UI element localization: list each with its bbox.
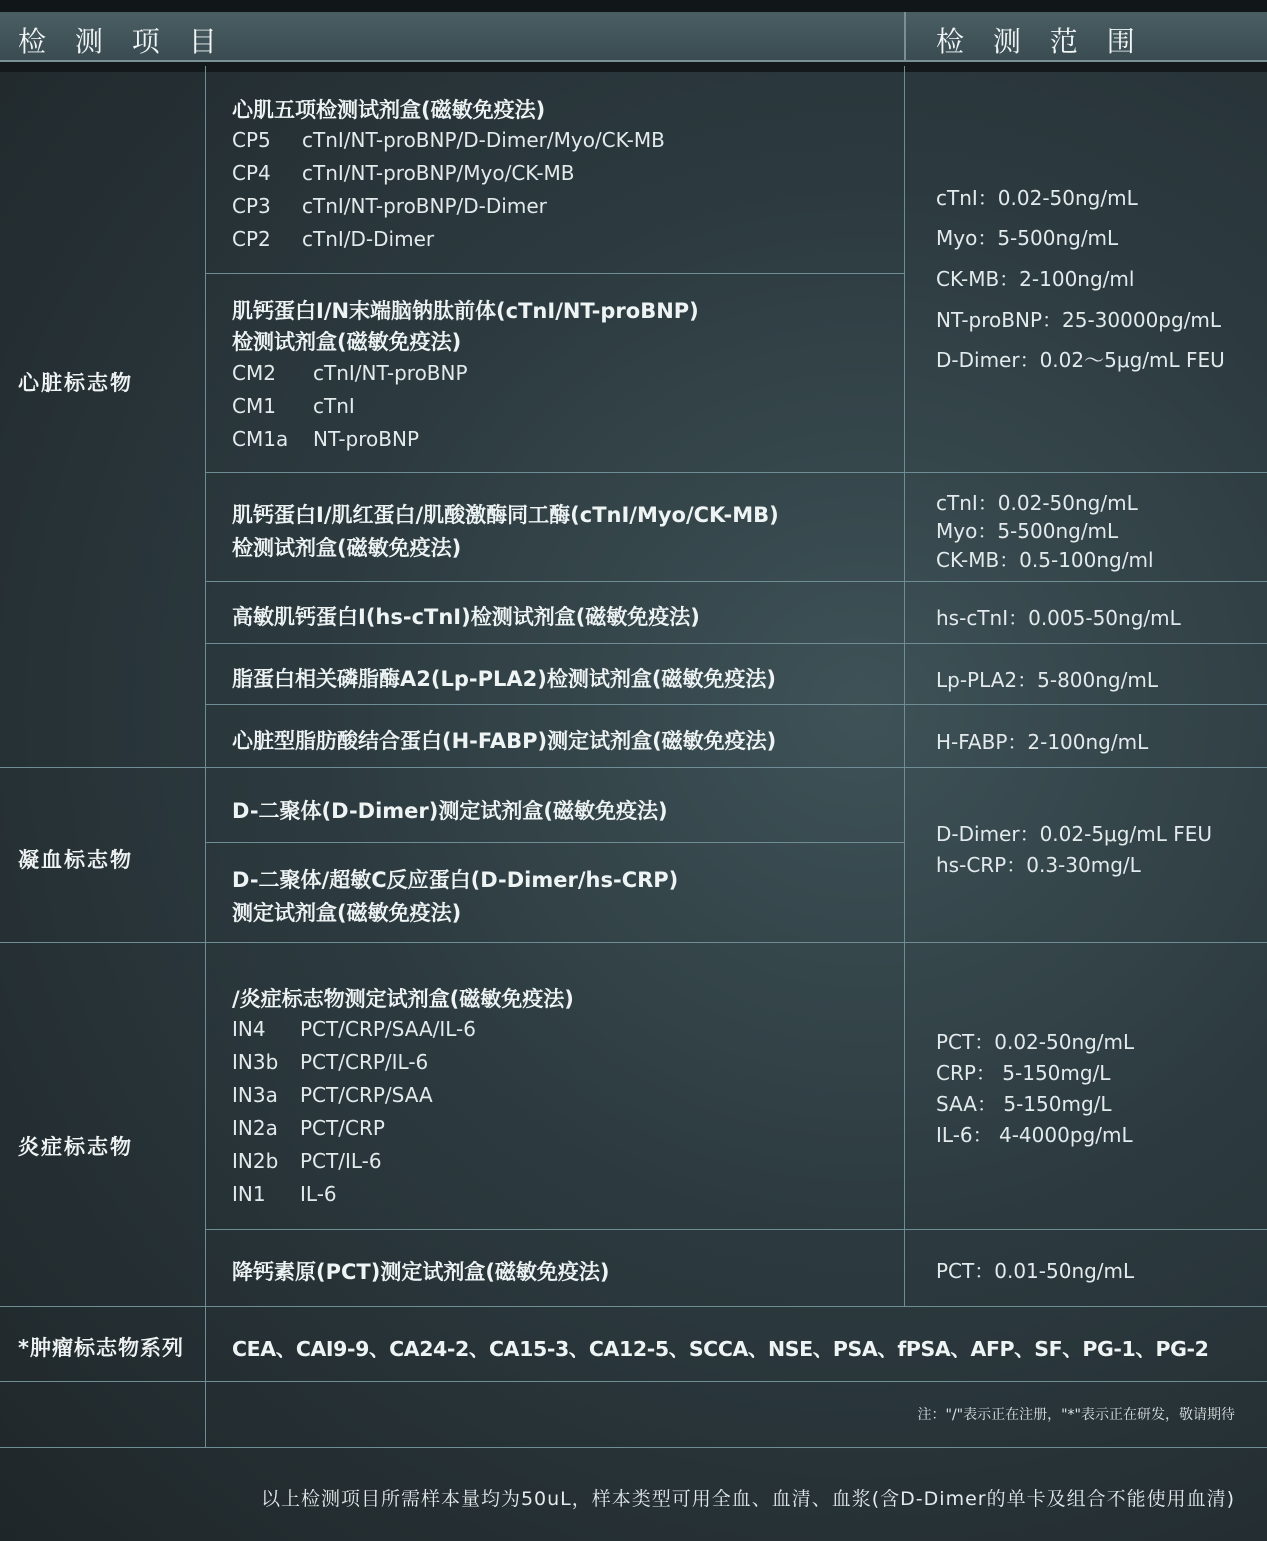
dd-crp-kit-title: D-二聚体/超敏C反应蛋白(D-Dimer/hs-CRP) bbox=[232, 868, 679, 892]
item-code: IN2b bbox=[232, 1149, 279, 1173]
item-markers: NT-proBNP bbox=[313, 427, 420, 451]
item-markers: cTnI/NT-proBNP/D-Dimer/Myo/CK-MB bbox=[302, 128, 665, 152]
range-column-header: 检 测 范 围 bbox=[936, 25, 1145, 58]
item-markers: PCT/CRP/SAA/IL-6 bbox=[300, 1017, 476, 1041]
inflam-item bbox=[232, 1182, 337, 1206]
item-markers: cTnI/NT-proBNP/Myo/CK-MB bbox=[302, 161, 575, 185]
item-markers: PCT/CRP bbox=[300, 1116, 385, 1140]
item-code: CP3 bbox=[232, 194, 271, 218]
inflam-item bbox=[232, 1083, 433, 1107]
range-line: Myo：5-500ng/mL bbox=[936, 226, 1119, 250]
range-line: H-FABP：2-100ng/mL bbox=[936, 730, 1149, 754]
item-markers: cTnI/NT-proBNP bbox=[313, 361, 468, 385]
item-markers: PCT/IL-6 bbox=[300, 1149, 382, 1173]
section-divider bbox=[0, 942, 1267, 943]
row-divider bbox=[205, 842, 905, 843]
item-code: CM1a bbox=[232, 427, 289, 451]
range-line: D-Dimer：0.02～5μg/mL FEU bbox=[936, 348, 1225, 372]
top-bar bbox=[0, 0, 1267, 12]
cp-item bbox=[232, 161, 575, 185]
item-markers: cTnI/D-Dimer bbox=[302, 227, 435, 251]
lp-pla2-kit-title: 脂蛋白相关磷脂酶A2(Lp-PLA2)检测试剂盒(磁敏免疫法) bbox=[232, 667, 777, 691]
category-inflammation: 炎症标志物 bbox=[18, 1135, 133, 1159]
trio-kit-subtitle: 检测试剂盒(磁敏免疫法) bbox=[232, 536, 462, 560]
row-divider bbox=[205, 581, 1267, 582]
range-line: hs-cTnI：0.005-50ng/mL bbox=[936, 606, 1181, 630]
cp-item bbox=[232, 194, 547, 218]
item-code: IN1 bbox=[232, 1182, 266, 1206]
dd-crp-kit-subtitle: 测定试剂盒(磁敏免疫法) bbox=[232, 901, 462, 925]
item-markers: cTnI/NT-proBNP/D-Dimer bbox=[302, 194, 547, 218]
inflam-item bbox=[232, 1017, 476, 1041]
cp-item bbox=[232, 128, 665, 152]
range-line: cTnI：0.02-50ng/mL bbox=[936, 491, 1138, 515]
inflam-item bbox=[232, 1050, 428, 1074]
range-line: CRP： 5-150mg/L bbox=[936, 1061, 1111, 1085]
item-code: CM2 bbox=[232, 361, 276, 385]
row-divider bbox=[205, 643, 1267, 644]
cm-item bbox=[232, 361, 468, 385]
section-divider bbox=[0, 1447, 1267, 1448]
legend-note: 注："/"表示正在注册，"*"表示正在研发，敬请期待 bbox=[917, 1407, 1235, 1423]
item-code: IN3b bbox=[232, 1050, 279, 1074]
range-line: CK-MB：0.5-100ng/ml bbox=[936, 548, 1154, 572]
sample-note: 以上检测项目所需样本量均为50uL，样本类型可用全血、血清、血浆(含D-Dimer的单卡及组合不能使用血清) bbox=[260, 1488, 1235, 1510]
cm-kit-title: 肌钙蛋白I/N末端脑钠肽前体(cTnI/NT-proBNP) bbox=[232, 299, 699, 323]
range-line: Lp-PLA2：5-800ng/mL bbox=[936, 668, 1158, 692]
table-header bbox=[0, 12, 1267, 62]
item-code: CP5 bbox=[232, 128, 271, 152]
range-line: Myo：5-500ng/mL bbox=[936, 519, 1119, 543]
item-code: IN3a bbox=[232, 1083, 278, 1107]
header-divider bbox=[904, 12, 906, 60]
item-code: CP2 bbox=[232, 227, 271, 251]
section-divider bbox=[0, 1381, 1267, 1382]
h-fabp-kit-title: 心脏型脂肪酸结合蛋白(H-FABP)测定试剂盒(磁敏免疫法) bbox=[232, 729, 777, 753]
category-cardiac: 心脏标志物 bbox=[18, 371, 133, 395]
item-code: CP4 bbox=[232, 161, 271, 185]
row-divider bbox=[205, 273, 905, 274]
cp-item bbox=[232, 227, 434, 251]
range-line: CK-MB：2-100ng/ml bbox=[936, 267, 1135, 291]
tumor-marker-list: CEA、CAI9-9、CA24-2、CA15-3、CA12-5、SCCA、NSE、PSA、fPSA、AFP、SF、PG-1、PG-2 bbox=[232, 1337, 1209, 1361]
cm-kit-subtitle: 检测试剂盒(磁敏免疫法) bbox=[232, 330, 462, 354]
pct-kit-title: 降钙素原(PCT)测定试剂盒(磁敏免疫法) bbox=[232, 1260, 610, 1284]
inflam-kit-title: /炎症标志物测定试剂盒(磁敏免疫法) bbox=[232, 987, 574, 1011]
range-line: SAA： 5-150mg/L bbox=[936, 1092, 1112, 1116]
d-dimer-kit-title: D-二聚体(D-Dimer)测定试剂盒(磁敏免疫法) bbox=[232, 799, 668, 823]
range-line: D-Dimer：0.02-5μg/mL FEU bbox=[936, 822, 1212, 846]
range-line: PCT：0.01-50ng/mL bbox=[936, 1259, 1135, 1283]
item-markers: PCT/CRP/SAA bbox=[300, 1083, 433, 1107]
item-code: IN2a bbox=[232, 1116, 278, 1140]
row-divider bbox=[205, 472, 1267, 473]
range-line: PCT：0.02-50ng/mL bbox=[936, 1030, 1135, 1054]
category-tumor: *肿瘤标志物系列 bbox=[18, 1336, 184, 1360]
range-line: cTnI：0.02-50ng/mL bbox=[936, 186, 1138, 210]
item-markers: PCT/CRP/IL-6 bbox=[300, 1050, 429, 1074]
item-code: CM1 bbox=[232, 394, 276, 418]
trio-kit-title: 肌钙蛋白I/肌红蛋白/肌酸激酶同工酶(cTnI/Myo/CK-MB) bbox=[232, 503, 779, 527]
hs-ctni-kit-title: 高敏肌钙蛋白I(hs-cTnI)检测试剂盒(磁敏免疫法) bbox=[232, 605, 700, 629]
section-divider bbox=[0, 1306, 1267, 1307]
item-column-header: 检 测 项 目 bbox=[18, 25, 227, 58]
row-divider bbox=[205, 704, 1267, 705]
section-divider bbox=[0, 767, 1267, 768]
cp-kit-title: 心肌五项检测试剂盒(磁敏免疫法) bbox=[232, 98, 546, 122]
item-markers: cTnI bbox=[313, 394, 355, 418]
range-line: NT-proBNP：25-30000pg/mL bbox=[936, 308, 1222, 332]
vertical-divider-right bbox=[904, 66, 905, 1306]
item-markers: IL-6 bbox=[300, 1182, 337, 1206]
range-line: hs-CRP：0.3-30mg/L bbox=[936, 853, 1141, 877]
item-code: IN4 bbox=[232, 1017, 266, 1041]
row-divider bbox=[205, 1229, 1267, 1230]
category-coagulation: 凝血标志物 bbox=[18, 848, 133, 872]
range-line: IL-6： 4-4000pg/mL bbox=[936, 1123, 1133, 1147]
cm-item bbox=[232, 427, 419, 451]
header-shadow bbox=[0, 62, 1267, 72]
cm-item bbox=[232, 394, 355, 418]
inflam-item bbox=[232, 1149, 382, 1173]
inflam-item bbox=[232, 1116, 385, 1140]
